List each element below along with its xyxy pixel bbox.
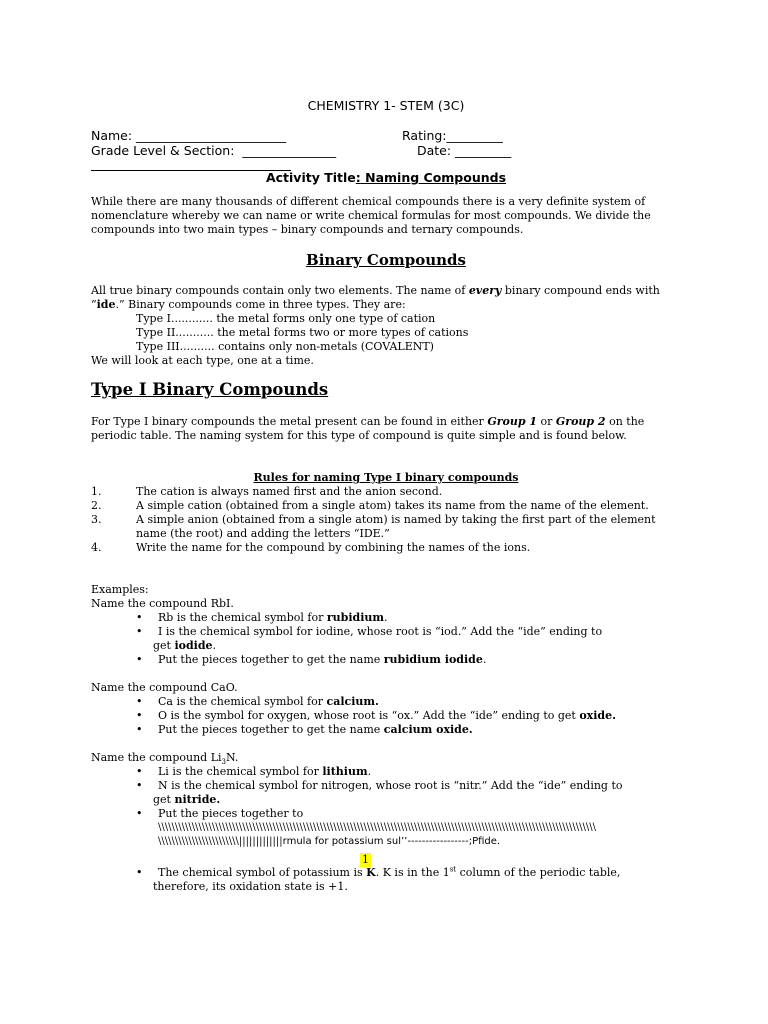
example-bullet: • Put the pieces together to get the name rubidium iodide. [136, 653, 487, 666]
intro-paragraph: While there are many thousands of different chemical compounds there is a very definite system of nomenclature whereby we can name or write chemical formulas for most compounds. We divide the compounds into two main types – binary compounds and ternary compounds. [91, 195, 651, 236]
bullet-icon: • [136, 866, 143, 879]
group2-emphasis: Group 2 [555, 415, 606, 428]
potassium-bullet [91, 866, 681, 894]
example-bullet: • N is the chemical symbol for nitrogen, whose root is “nitr.” Add the “ide” ending to get nitride. [136, 779, 623, 806]
rule-item: 4. Write the name for the compound by combining the names of the ions. [91, 541, 531, 554]
binary-closing: We will look at each type, one at a time. [91, 354, 314, 367]
type1-paragraph: For Type I binary compounds the metal present can be found in either Group 1 or Group 2 on the periodic table. The naming system for this type of compound is quite simple and is found below. [91, 415, 645, 442]
rating-field: Rating:_________ [402, 128, 503, 143]
bullet-icon: • [136, 625, 143, 638]
bullet-icon: • [136, 653, 143, 666]
example-title: Name the compound CaO. [91, 681, 238, 694]
garbled-slashes: \\\\\\\\\\\\\\\\\\\\\\\\\\\\\\\\\\\\\\\\\\\\\\\\\\\\\\\\\\\\\\\\\\\\\\\\\\\\\\\\\\\\\\\\\\\\\\\\\\\\\\\\\\\\\\\\\\\\\\\\\\\\\\\\\\ [158, 822, 596, 833]
bullet-icon: • [136, 765, 143, 778]
ide-emphasis: ide [96, 298, 116, 311]
example-bullet: • Li is the chemical symbol for lithium. [136, 765, 372, 778]
example-bullet: • The chemical symbol of potassium is K. K is in the 1st column of the periodic table, therefore, its oxidation state is +1. [136, 865, 621, 893]
examples-section [91, 583, 681, 849]
bullet-icon: • [136, 779, 143, 792]
type-item: Type I............ the metal forms only one type of cation [136, 312, 436, 325]
activity-title-name: Naming Compounds [360, 170, 507, 185]
example-title: Name the compound RbI. [91, 597, 234, 610]
every-emphasis: every [468, 284, 502, 297]
rules-list [91, 485, 681, 555]
rule-item: 3. A simple anion (obtained from a single atom) is named by taking the first part of the element name (the root) and adding the letters “IDE.” [91, 513, 656, 540]
type1-heading: Type I Binary Compounds [91, 380, 329, 399]
activity-colon: : [355, 170, 361, 185]
type-item: Type III.......... contains only non-metals (COVALENT) [136, 340, 434, 353]
bullet-icon: • [136, 695, 143, 708]
activity-title-prefix: Activity Title [265, 170, 356, 185]
rules-title: Rules for naming Type I binary compounds [253, 471, 519, 484]
binary-heading: Binary Compounds [306, 251, 466, 269]
example-bullet: • Ca is the chemical symbol for calcium. [136, 695, 379, 708]
name-field: Name: ________________________ [91, 128, 287, 143]
example-bullet: • Put the pieces together to get the name calcium oxide. [136, 723, 473, 736]
example-bullet: • I is the chemical symbol for iodine, whose root is “iod.” Add the “ide” ending to get iodide. [136, 625, 603, 652]
example-bullet: • O is the symbol for oxygen, whose root is “ox.” Add the “ide” ending to get oxide. [136, 709, 616, 722]
examples-label: Examples: [91, 583, 149, 596]
course-title: CHEMISTRY 1- STEM (3C) [307, 98, 465, 113]
binary-paragraph: All true binary compounds contain only two elements. The name of every binary compound ends with “ide.” Binary compounds come in three types. They are: Type I............ the metal forms only one type of cation Type II........... the metal forms two or more types of cations Type III.......... contains only non-metals (COVALENT) We will look at each type, one at a time. [91, 284, 681, 368]
type-list [91, 312, 681, 354]
type-item: Type II........... the metal forms two or more types of cations [136, 326, 469, 339]
activity-title [91, 171, 681, 185]
rule-item: 1. The cation is always named first and the anion second. [91, 485, 443, 498]
garbled-line: \\\\\\\\\\\\\\\\\\\\\\\\|||||||||||||rmula for potassium sul’’-----------------;Pfide. [158, 836, 501, 847]
rule-item: 2. A simple cation (obtained from a single atom) takes its name from the name of the element. [91, 499, 649, 512]
grade-section-field: Grade Level & Section: _______________ [91, 143, 337, 158]
example-title: Name the compound $Li_3N$. [91, 751, 239, 767]
date-field: Date: _________ [417, 143, 512, 158]
bullet-icon: • [136, 611, 143, 624]
example-bullet: • Rb is the chemical symbol for rubidium. [136, 611, 388, 624]
example-bullet: • Put the pieces together to [136, 807, 304, 820]
bullet-icon: • [136, 709, 143, 722]
bullet-icon: • [136, 807, 143, 820]
group1-emphasis: Group 1 [487, 415, 538, 428]
bullet-icon: • [136, 723, 143, 736]
page-number: 1 [362, 853, 369, 866]
